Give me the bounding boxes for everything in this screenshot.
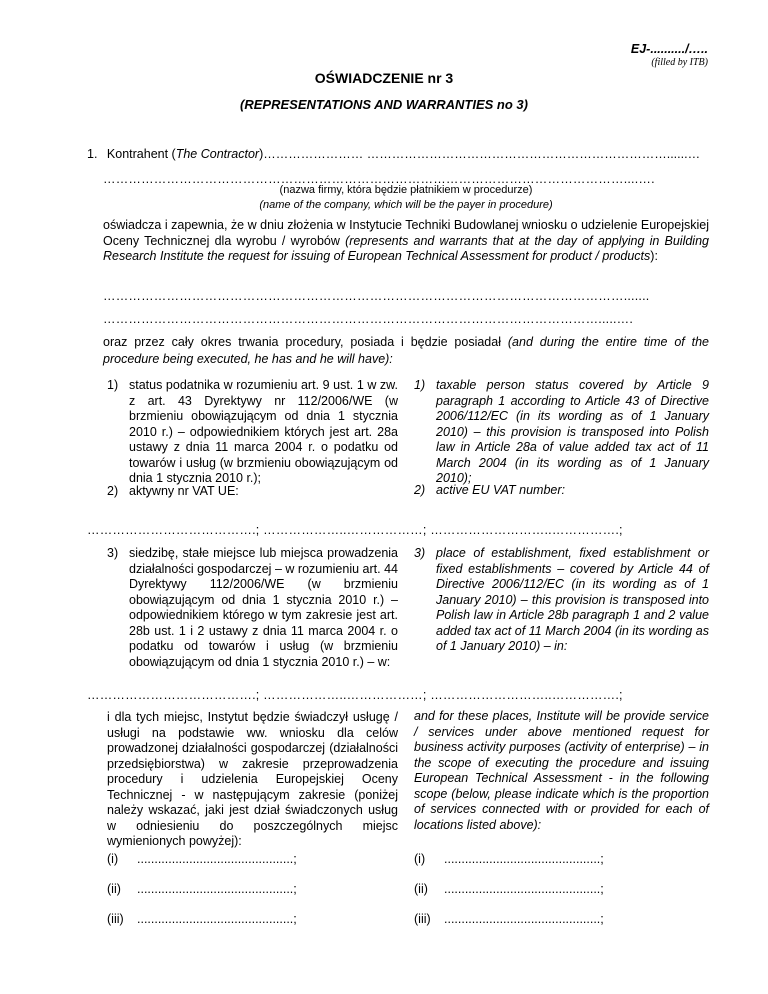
company-caption-pl: (nazwa firmy, która będzie płatnikiem w procedurze) (279, 184, 533, 196)
item-1-pl (107, 378, 398, 487)
list-item-number: (ii) (414, 882, 428, 896)
list-item[interactable] (414, 912, 709, 927)
vat-fill-line[interactable]: ………………………………….; ………………..………………; ………………………..…………….; (87, 523, 623, 537)
list-item[interactable] (107, 912, 398, 927)
item-text-pl: status podatnika w rozumieniu art. 9 ust. 1 w zw. z art. 43 Dyrektywy nr 112/2006/WE (w brzmieniu obowiązującym od dnia 1 stycznia 2010 r.) – odpowiednikiem których jest art. 28a ustawy z dnia 11 marca 2004 r. o podatku od towarów i usług (w brzmieniu obowiązującym od dnia 1 stycznia 2010 r.); (129, 378, 398, 485)
scope-list-pl (107, 852, 398, 927)
list-item-dots: .............................................; (137, 882, 297, 896)
list-item-number: (iii) (414, 912, 431, 926)
company-caption-en: (name of the company, which will be the payer in procedure) (259, 199, 553, 211)
item-number: 2) (107, 484, 119, 498)
item-3-pl (107, 546, 398, 670)
list-item-dots: .............................................; (444, 912, 604, 926)
list-item-number: (i) (107, 852, 119, 866)
list-item-number: (ii) (107, 882, 121, 896)
contractor-fill-dots-2[interactable]: ……………………………………………………………………………………………………………....…. (103, 172, 655, 186)
list-item-dots: .............................................; (444, 882, 604, 896)
period-en: (and during the entire time of the procedure being executed, he has and he will have): (103, 335, 709, 366)
establishment-fill-line[interactable]: ………………………………….; ………………..………………; ………………………..…………….; (87, 688, 623, 702)
item-text-en: taxable person status covered by Article 9 paragraph 1 according to Article 43 of Directive 2006/112/EC (in its wording as of 1 January 2010) – this provision is transposed into Polish law in Article 28a of value added tax act of 11 March 2004 (in its wording as of 1 January 2010); (436, 378, 709, 485)
product-fill-dots-2[interactable]: ……………………………………………………………………………………………………….....…. (103, 312, 634, 326)
list-item[interactable] (414, 852, 709, 867)
item-text-pl: aktywny nr VAT UE: (129, 484, 239, 498)
contractor-line (87, 147, 700, 161)
section-number: 1. (87, 147, 98, 161)
list-item-dots: .............................................; (137, 912, 297, 926)
item-number: 1) (414, 378, 426, 392)
item-number: 2) (414, 483, 426, 497)
item-text-en: place of establishment, fixed establishment or fixed establishments – covered by Article 44 of Directive 2006/112/EC (in its wording as of 1 January 2010) – this provision is transposed into Polish law in Article 28b paragraph 1 and 2 value added tax act of 11 March 2004 (in its wording as of 1 January 2010) – in: (436, 546, 709, 653)
reference-number: EJ-........../….. (630, 42, 708, 56)
list-item[interactable] (107, 852, 398, 867)
period-paragraph (103, 334, 709, 368)
places-paragraph-pl: i dla tych miejsc, Instytut będzie świadczył usługę / usługi na podstawie ww. wniosku dla celów prowadzonej działalności gospodarczej (działalności przedsiębiorstwa) w zakresie przeprowadzenia procedury i udzielenia Europejskiej Oceny Technicznej - w następującym zakresie (poniżej należy wskazać, jaki jest dział świadczonych usług w odniesieniu do poszczególnych miejsc wymienionych powyżej): (107, 710, 398, 848)
contractor-label-end: ) (259, 147, 264, 161)
contractor-fill-dots[interactable]: …………………… ………………………………………………………………......… (263, 147, 701, 161)
item-2-en (414, 483, 709, 499)
product-fill-dots-1[interactable]: ……………………………………………………………………………………………………………....... (103, 289, 650, 303)
item-1-en (414, 378, 709, 487)
page-subtitle: (REPRESENTATIONS AND WARRANTIES no 3) (240, 97, 528, 112)
declaration-pl: oświadcza i zapewnia, że w dniu złożenia w Instytucie Techniki Budowlanej wniosku o udzielenie Europejskiej Oceny Technicznej dla wyrobu / wyrobów (103, 218, 709, 248)
list-item-dots: .............................................; (137, 852, 297, 866)
period-pl: oraz przez cały okres trwania procedury, posiada i będzie posiadał (103, 335, 501, 349)
declaration-end: ): (650, 249, 658, 263)
contractor-label-pl: Kontrahent ( (106, 147, 176, 161)
list-item[interactable] (414, 882, 709, 897)
list-item-number: (i) (414, 852, 426, 866)
filled-by-note: (filled by ITB) (651, 57, 708, 68)
item-3-en (414, 546, 709, 655)
list-item-number: (iii) (107, 912, 124, 926)
places-paragraph-en: and for these places, Institute will be provide service / services under above mentioned request for business activity purposes (activity of enterprise) – in the scope of executing the procedure and issuing European Technical Assessment - in the following scope (below, please indicate which is the proportion of services connected with or provided for each of locations listed above): (414, 709, 709, 832)
list-item[interactable] (107, 882, 398, 897)
item-number: 3) (107, 546, 119, 560)
contractor-label-en: The Contractor (175, 147, 260, 161)
item-text-pl: siedzibę, stałe miejsce lub miejsca prowadzenia działalności gospodarczej – w rozumieniu art. 44 Dyrektywy 112/2006/WE (w brzmieniu obowiązującym od dnia 1 stycznia 2010 r.) – odpowiednikiem którego w tym zakresie jest art. 28b ust. 1 i 2 ustawy z dnia 11 marca 2004 r. o podatku od towarów i usług (w brzmieniu obowiązującym od dnia 1 stycznia 2010 r.) – w: (129, 546, 398, 669)
declaration-en: (represents and warrants that at the day of applying in Building Research Institute the request for issuing of European Technical Assessment for product / products (103, 233, 709, 263)
page-title: OŚWIADCZENIE nr 3 (314, 70, 454, 86)
list-item-dots: .............................................; (444, 852, 604, 866)
declaration-paragraph (103, 218, 709, 265)
item-text-en: active EU VAT number: (436, 483, 565, 497)
item-2-pl (107, 484, 398, 500)
item-number: 3) (414, 546, 426, 560)
item-number: 1) (107, 378, 119, 392)
scope-list-en (414, 852, 709, 927)
